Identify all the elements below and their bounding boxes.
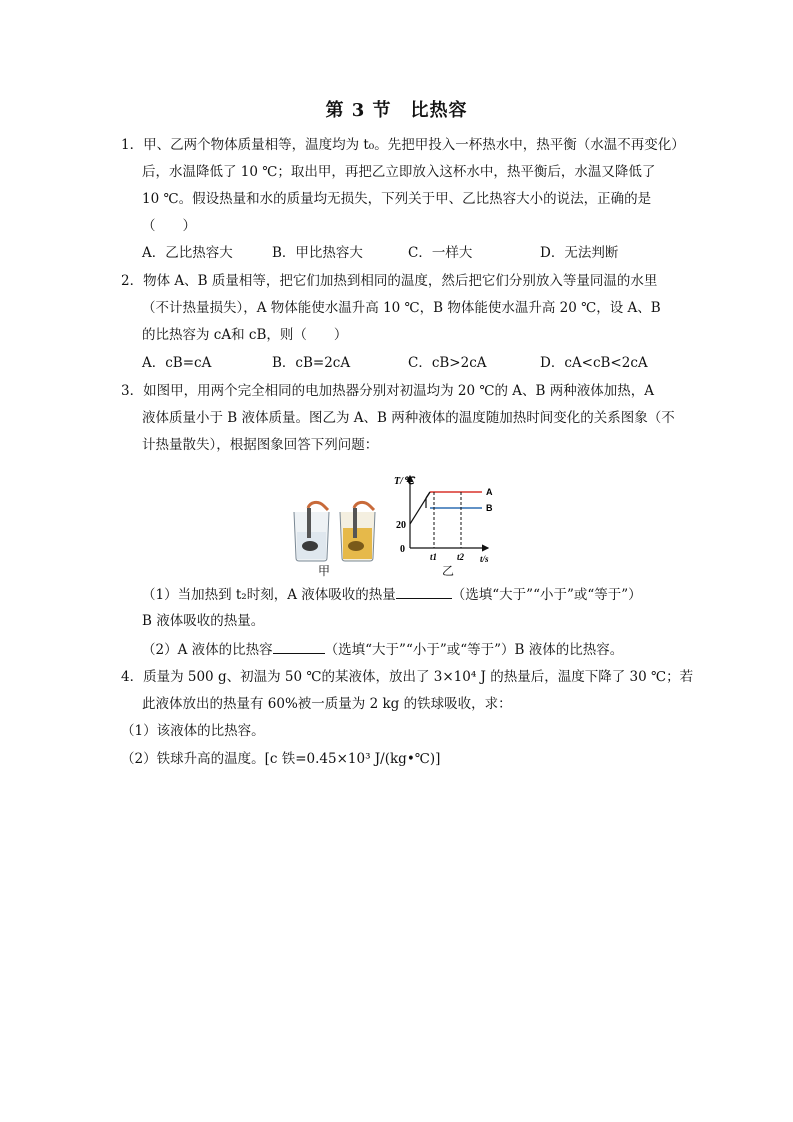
line-a-label: A: [486, 487, 493, 497]
q2-option-b: B．cB=2cA: [272, 355, 351, 371]
q2-option-d: D．cA<cB<2cA: [540, 355, 648, 371]
q1-line-1: 1．甲、乙两个物体质量相等，温度均为 t₀。先把甲投入一杯热水中，热平衡（水温不再变化）: [121, 137, 685, 153]
q4-sub2: （2）铁球升高的温度。[c 铁=0.45×10³ J/(kg•℃)]: [121, 751, 441, 767]
q3-line-2: 液体质量小于 B 液体质量。图乙为 A、B 两种液体的温度随加热时间变化的关系图象（不: [142, 410, 675, 426]
q2-line-3: 的比热容为 cA和 cB，则（ ）: [142, 327, 348, 343]
q3-sub1-options: （选填“大于”“小于”或“等于”）: [451, 587, 642, 603]
q2-option-c: C．cB>2cA: [408, 355, 487, 371]
beaker-a-icon: [294, 502, 329, 561]
line-b-label: B: [486, 503, 493, 513]
page-title: 第 3 节 比热容: [325, 100, 468, 121]
q3-sub1-line-2: B 液体吸收的热量。: [142, 613, 265, 629]
x-tick-t1: t1: [430, 552, 438, 562]
q2-line-2: （不计热量损失），A 物体能使水温升高 10 ℃，B 物体能使水温升高 20 ℃，设 A、B: [142, 300, 661, 316]
q1-option-a: A．乙比热容大: [142, 245, 233, 261]
q1-answer-bracket: （ ）: [142, 218, 196, 234]
q3-sub2-options: （选填“大于”“小于”或“等于”）B 液体的比热容。: [324, 642, 624, 658]
figure-jia-caption: 甲: [318, 564, 331, 578]
q3-sub1-line-1: [142, 584, 642, 605]
q3-sub1-prefix: （1）当加热到 t₂时刻，A 液体吸收的热量: [142, 587, 396, 603]
q3-sub1-blank[interactable]: [396, 584, 452, 599]
q2-option-a: A．cB=cA: [142, 355, 212, 371]
q3-sub2-line: [142, 639, 623, 660]
q3-sub2-blank[interactable]: [273, 639, 325, 654]
temperature-time-graph: [360, 470, 510, 580]
q4-line-1: 4．质量为 500 g、初温为 50 ℃的某液体，放出了 3×10⁴ J 的热量后，温度下降了 30 ℃；若: [121, 669, 694, 685]
q4-line-2: 此液体放出的热量有 60%被一质量为 2 kg 的铁球吸收，求：: [142, 696, 512, 712]
x-axis-label: t/s: [480, 554, 489, 564]
q1-line-2: 后，水温降低了 10 ℃；取出甲，再把乙立即放入这杯水中，热平衡后，水温又降低了: [142, 164, 656, 180]
q3-sub2-prefix: （2）A 液体的比热容: [142, 642, 273, 658]
q3-line-1: 3．如图甲，用两个完全相同的电加热器分别对初温均为 20 ℃的 A、B 两种液体加热，A: [121, 383, 654, 399]
figure-yi-caption: 乙: [442, 564, 455, 578]
y-tick-20: 20: [396, 520, 406, 531]
q4-sub1: （1）该液体的比热容。: [121, 723, 265, 739]
q2-line-1: 2．物体 A、B 质量相等，把它们加热到相同的温度，然后把它们分别放入等量同温的水里: [121, 273, 658, 289]
q3-line-3: 计热量散失），根据图象回答下列问题：: [142, 437, 379, 453]
q1-option-c: C．一样大: [408, 245, 473, 261]
q1-line-3: 10 ℃。假设热量和水的质量均无损失，下列关于甲、乙比热容大小的说法，正确的是: [142, 191, 652, 207]
origin-label: 0: [400, 544, 405, 555]
q1-option-d: D．无法判断: [540, 245, 619, 261]
q1-option-b: B．甲比热容大: [272, 245, 363, 261]
y-axis-label: T/℃: [394, 476, 415, 487]
x-tick-t2: t2: [457, 552, 465, 562]
